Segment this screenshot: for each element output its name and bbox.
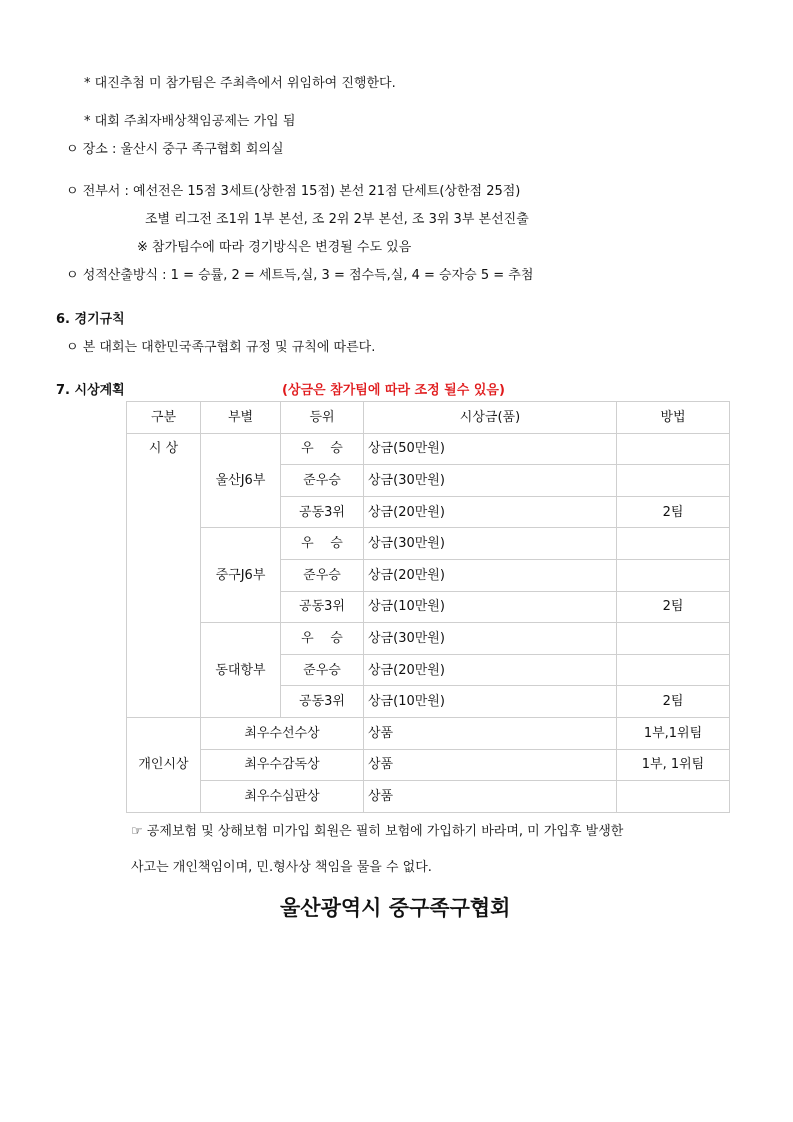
rank-cell: 공동3위	[281, 591, 364, 623]
rank-cell: 우 승	[281, 528, 364, 560]
rank-cell: 준우승	[281, 654, 364, 686]
prize-cell: 상품	[364, 749, 617, 781]
method-cell	[617, 781, 730, 813]
method-cell: 2팀	[617, 591, 730, 623]
rank-cell: 공동3위	[281, 686, 364, 718]
section-7-heading: 7. 시상계획	[56, 383, 125, 398]
scoring-method-line: ㅇ 성적산출방식 : 1 = 승률, 2 = 세트득,실, 3 = 점수득,실, 4 = 승자승 5 = 추첨	[66, 268, 534, 283]
venue-line: ㅇ 장소 : 울산시 중구 족구협회 회의실	[66, 142, 284, 157]
format-line: ㅇ 전부서 : 예선전은 15점 3세트(상한점 15점) 본선 21점 단세트(상한점 25점)	[66, 184, 521, 199]
method-cell	[617, 433, 730, 465]
method-cell	[617, 559, 730, 591]
group-award-cell: 시 상	[127, 433, 201, 717]
prize-cell: 상금(10만원)	[364, 591, 617, 623]
individual-award-cell: 최우수감독상	[201, 749, 364, 781]
division-cell: 울산J6부	[201, 433, 281, 528]
prize-cell: 상금(30만원)	[364, 623, 617, 655]
prize-cell: 상품	[364, 781, 617, 813]
prize-cell: 상금(30만원)	[364, 528, 617, 560]
prize-cell: 상금(50만원)	[364, 433, 617, 465]
header-rank: 등위	[281, 402, 364, 434]
rank-cell: 우 승	[281, 433, 364, 465]
method-cell: 2팀	[617, 496, 730, 528]
individual-award-cell: 최우수선수상	[201, 717, 364, 749]
method-cell	[617, 623, 730, 655]
method-cell	[617, 465, 730, 497]
rank-cell: 준우승	[281, 559, 364, 591]
rank-cell: 우 승	[281, 623, 364, 655]
method-cell: 2팀	[617, 686, 730, 718]
table-row	[127, 717, 730, 749]
header-prize: 시상금(품)	[364, 402, 617, 434]
insurance-notice-line-1: ☞ 공제보험 및 상해보험 미가입 회원은 필히 보험에 가입하기 바라며, 미 가입후 발생한	[131, 824, 624, 839]
individual-award-cell: 최우수심판상	[201, 781, 364, 813]
prize-adjustment-notice: (상금은 참가팀에 따라 조정 될수 있음)	[282, 383, 505, 398]
prize-cell: 상금(20만원)	[364, 559, 617, 591]
rank-cell: 준우승	[281, 465, 364, 497]
format-change-note: ※ 참가팀수에 따라 경기방식은 변경될 수도 있음	[137, 240, 412, 255]
prize-cell: 상금(20만원)	[364, 496, 617, 528]
organization-footer: 울산광역시 중구족구협회	[280, 896, 511, 920]
method-cell	[617, 654, 730, 686]
section-6-body: ㅇ 본 대회는 대한민국족구협회 규정 및 규칙에 따른다.	[66, 340, 376, 355]
prize-table	[126, 401, 730, 813]
table-row	[127, 433, 730, 465]
method-cell	[617, 528, 730, 560]
division-cell: 중구J6부	[201, 528, 281, 623]
table-header-row	[127, 402, 730, 434]
table-row	[127, 781, 730, 813]
section-6-heading: 6. 경기규칙	[56, 312, 125, 327]
prize-cell: 상금(20만원)	[364, 654, 617, 686]
table-row	[127, 623, 730, 655]
prize-cell: 상품	[364, 717, 617, 749]
header-division: 부별	[201, 402, 281, 434]
table-row	[127, 749, 730, 781]
table-row	[127, 528, 730, 560]
prize-cell: 상금(30만원)	[364, 465, 617, 497]
group-individual-cell: 개인시상	[127, 717, 201, 812]
method-cell: 1부,1위팀	[617, 717, 730, 749]
rank-cell: 공동3위	[281, 496, 364, 528]
header-method: 방법	[617, 402, 730, 434]
method-cell: 1부, 1위팀	[617, 749, 730, 781]
division-cell: 동대항부	[201, 623, 281, 718]
prize-cell: 상금(10만원)	[364, 686, 617, 718]
note-liability-insurance: * 대회 주최자배상책임공제는 가입 됨	[84, 114, 296, 129]
insurance-notice-line-2: 사고는 개인책임이며, 민.형사상 책임을 물을 수 없다.	[131, 860, 432, 875]
note-draw-delegation: * 대진추첨 미 참가팀은 주최측에서 위임하여 진행한다.	[84, 76, 396, 91]
format-detail-line: 조별 리그전 조1위 1부 본선, 조 2위 2부 본선, 조 3위 3부 본선진출	[145, 212, 529, 227]
header-category: 구분	[127, 402, 201, 434]
